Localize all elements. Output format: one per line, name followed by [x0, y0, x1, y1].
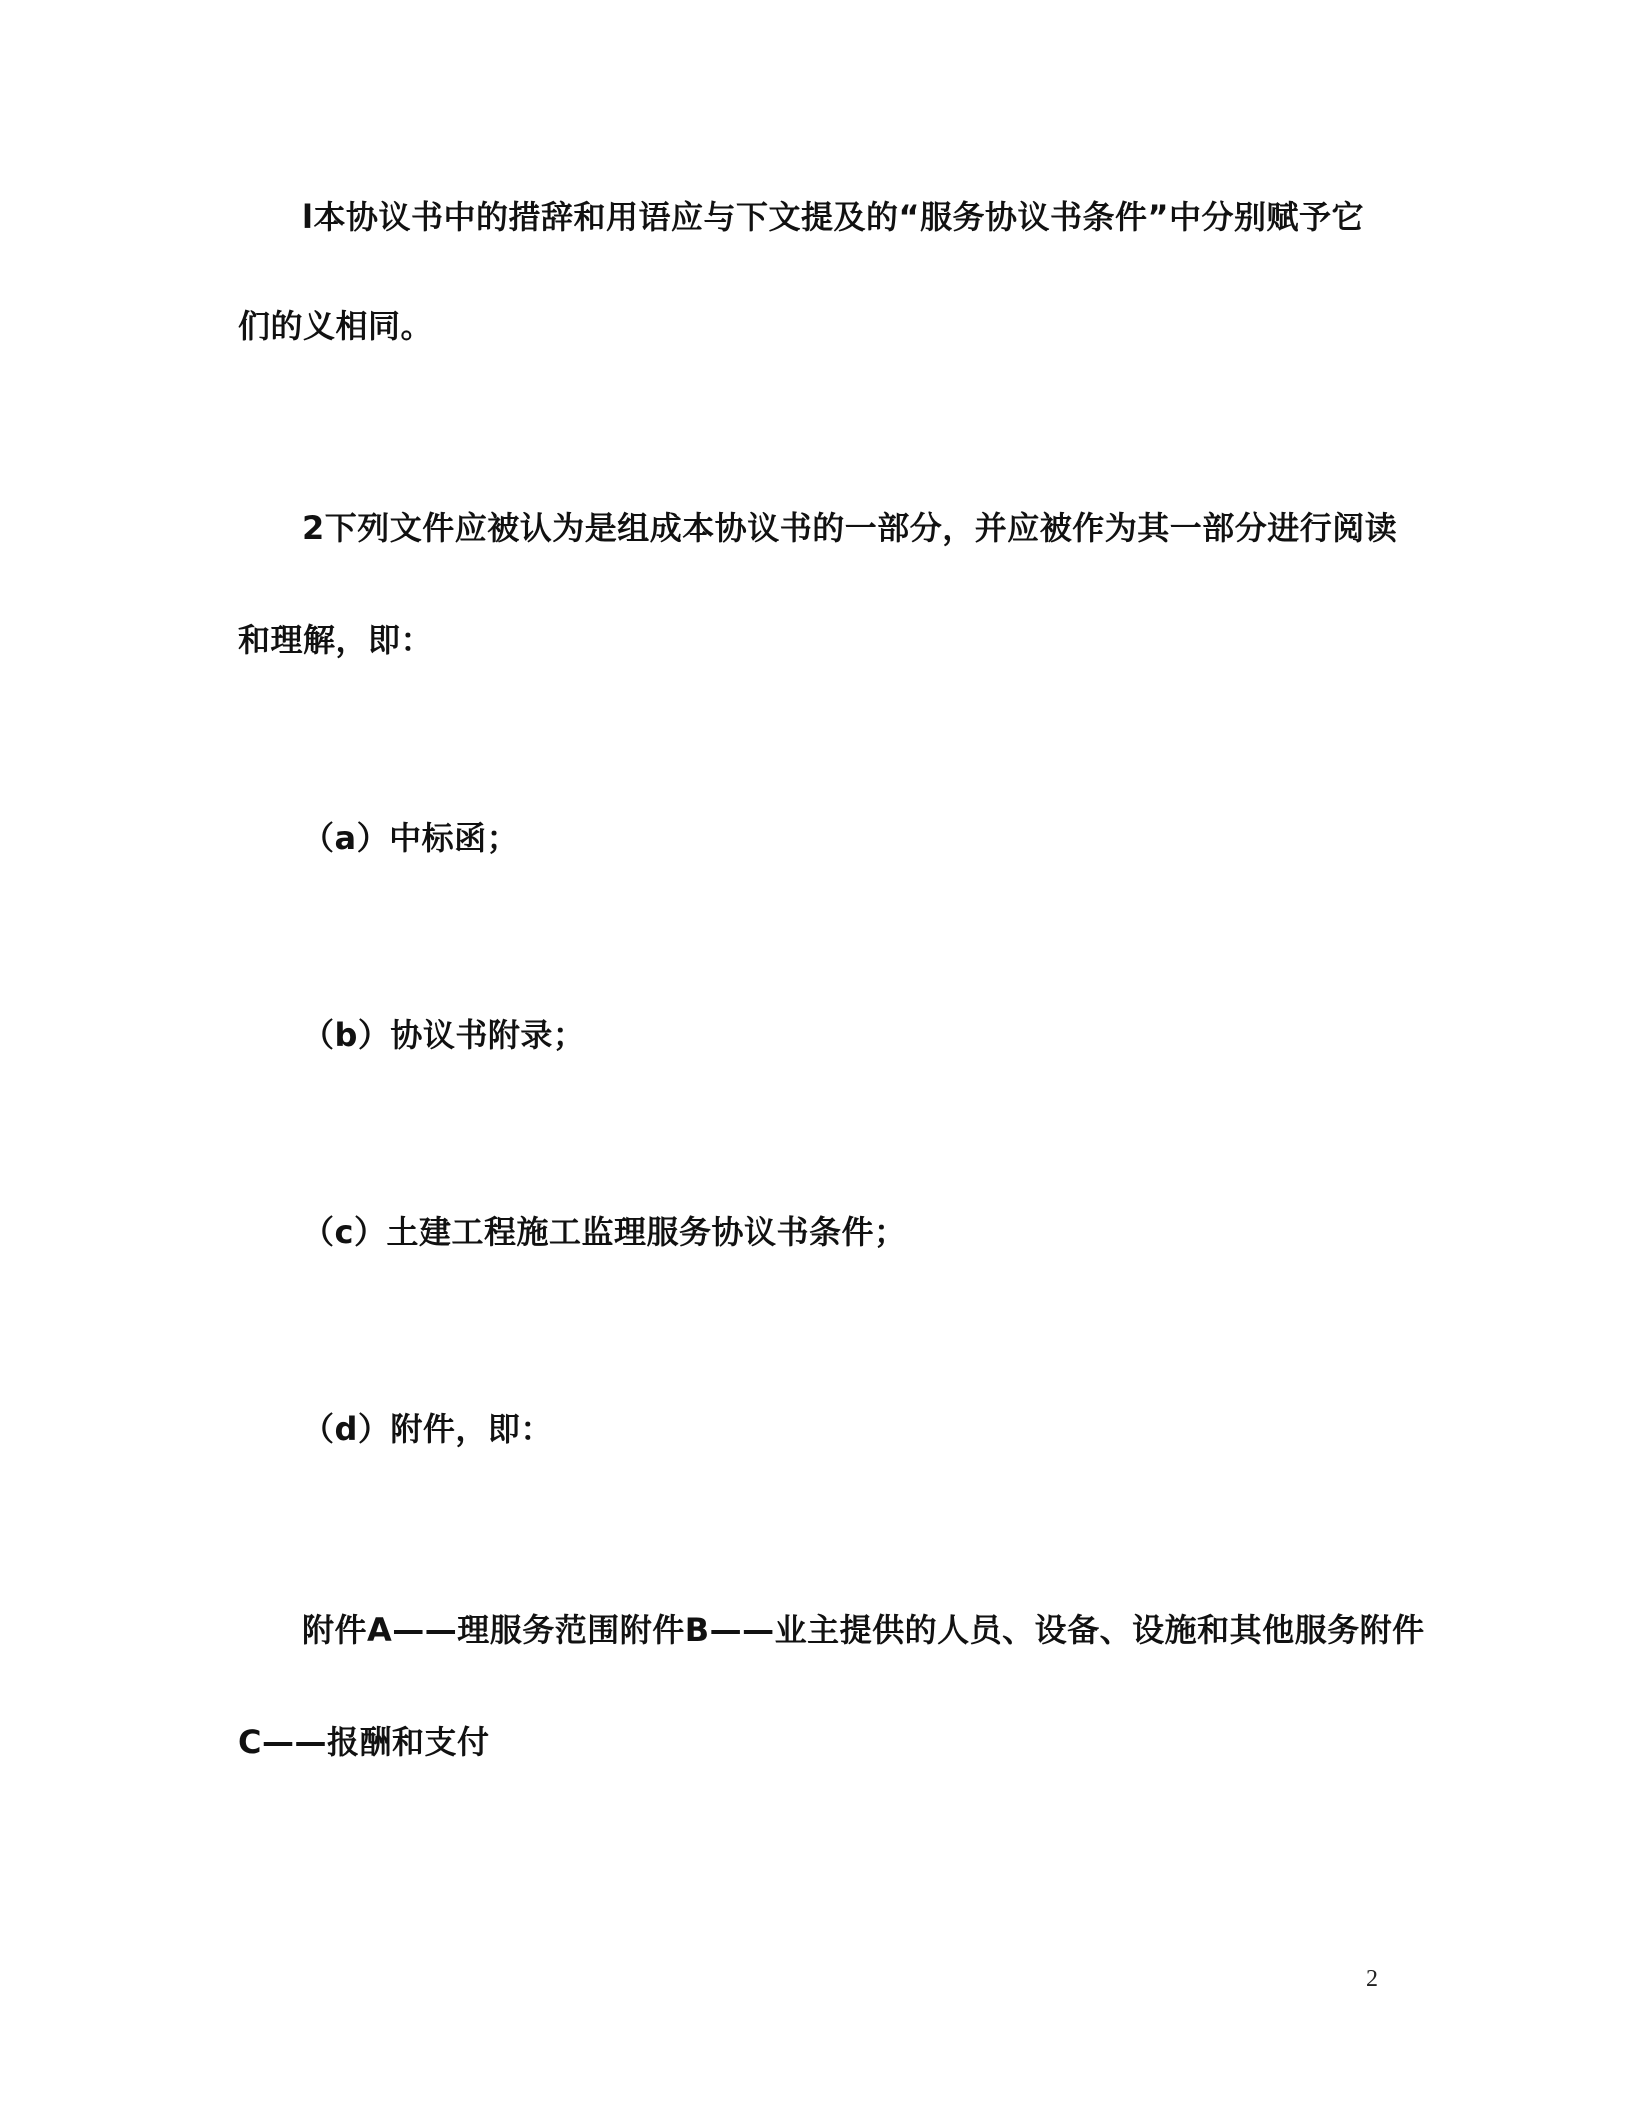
list-item-c: （c）土建工程施工监理服务协议书条件； [302, 1213, 907, 1251]
list-item-d: （d）附件，即： [302, 1410, 553, 1448]
paragraph-1-line-2: 们的义相同。 [238, 307, 434, 345]
list-item-b: （b）协议书附录； [302, 1016, 586, 1054]
paragraph-2-line-2: 和理解，即： [238, 621, 434, 659]
paragraph-3-line-1: 附件A——理服务范围附件B——业主提供的人员、设备、设施和其他服务附件 [302, 1611, 1425, 1649]
paragraph-3-line-2: C——报酬和支付 [238, 1723, 490, 1761]
page-number: 2 [1366, 1966, 1378, 1992]
paragraph-1-line-1: l本协议书中的措辞和用语应与下文提及的“服务协议书条件”中分别赋予它 [302, 198, 1365, 236]
paragraph-2-line-1: 2下列文件应被认为是组成本协议书的一部分，并应被作为其一部分进行阅读 [302, 509, 1398, 547]
list-item-a: （a）中标函； [302, 819, 520, 857]
